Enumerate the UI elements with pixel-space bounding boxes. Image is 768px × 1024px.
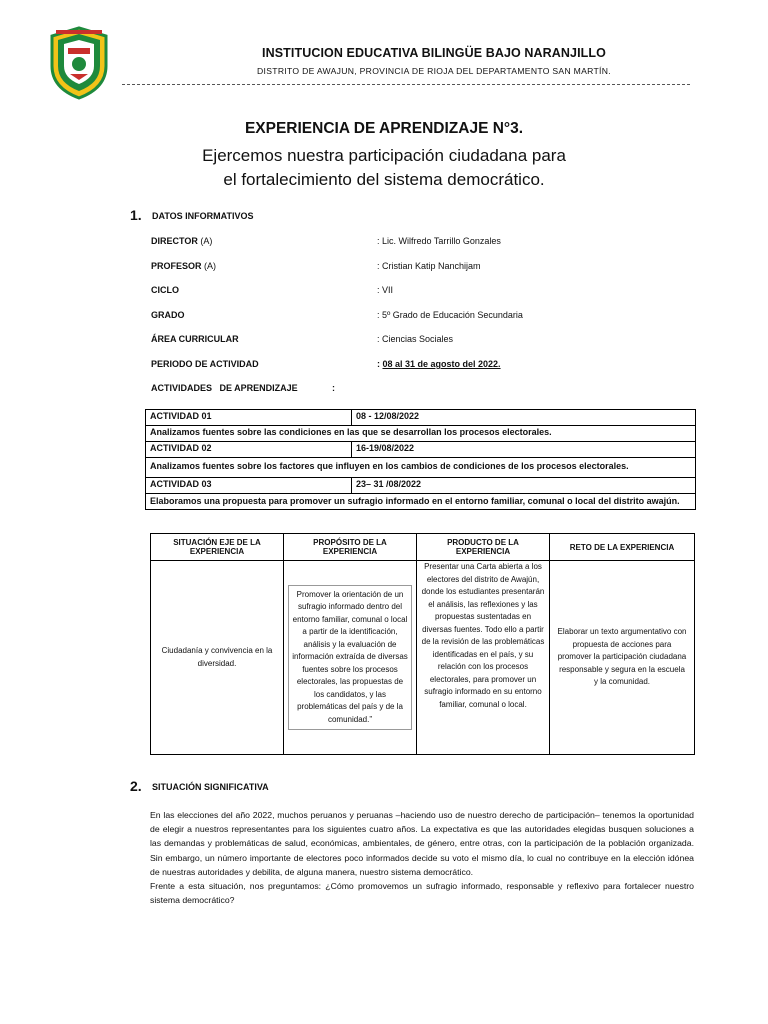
table-row: [151, 561, 695, 755]
situation-text: [150, 808, 694, 907]
activity-name: ACTIVIDAD 01: [146, 410, 352, 426]
activities-table: [145, 409, 696, 510]
info-label-periodo: PERIODO DE ACTIVIDAD: [151, 359, 259, 369]
info-value-periodo: : 08 al 31 de agosto del 2022.: [377, 359, 501, 369]
section-2-number: 2.: [130, 778, 142, 794]
cell-proposito: [284, 561, 417, 755]
info-label-grado: GRADO: [151, 310, 185, 320]
institution-district: DISTRITO DE AWAJUN, PROVINCIA DE RIOJA DEL DEPARTAMENTO SAN MARTÍN.: [257, 66, 611, 76]
activity-description: Analizamos fuentes sobre las condiciones en las que se desarrollan los procesos electorales.: [146, 426, 696, 442]
table-row: [146, 458, 696, 478]
table-row: [146, 442, 696, 458]
document-title: EXPERIENCIA DE APRENDIZAJE N°3.: [244, 120, 524, 137]
section-1-number: 1.: [130, 207, 142, 223]
table-row: [146, 478, 696, 494]
activity-date: 16-19/08/2022: [352, 442, 696, 458]
cell-reto: Elaborar un texto argumentativo con propuesta de acciones para promover la participación ciudadana responsable y segura en la escuela y la comunidad.: [550, 561, 695, 755]
subtitle-line-2: el fortalecimiento del sistema democrático.: [223, 170, 545, 189]
activity-date: 23– 31 /08/2022: [352, 478, 696, 494]
info-label-ciclo: CICLO: [151, 285, 179, 295]
table-row: [146, 494, 696, 510]
info-value-ciclo: : VII: [377, 285, 394, 295]
table-row: [146, 410, 696, 426]
school-crest-icon: [48, 26, 110, 100]
header-situacion: SITUACIÓN EJE DE LA EXPERIENCIA: [151, 534, 284, 561]
situation-paragraph-2: Frente a esta situación, nos preguntamos: ¿Cómo promovemos un sufragio informado, responsable y reflexivo para fortalecer nuestro sistema democrático?: [150, 881, 694, 906]
info-value-director: : Lic. Wilfredo Tarrillo Gonzales: [377, 236, 501, 246]
info-value-area: : Ciencias Sociales: [377, 334, 454, 344]
header-producto: PRODUCTO DE LA EXPERIENCIA: [417, 534, 550, 561]
activity-name: ACTIVIDAD 03: [146, 478, 352, 494]
info-colon-actividades: :: [332, 383, 335, 393]
situation-paragraph-1: En las elecciones del año 2022, muchos peruanos y peruanas –haciendo uso de nuestro derecho de participación– tenemos la oportunidad de elegir a nuestros representantes para los siguientes cuatro años. La expectativa es que las autoridades elegidas busquen soluciones a las demandas y problemáticas de salud, económicas, ambientales, de género, entre otras, con la participación de la población organizada. Sin embargo, un número importante de electores poco informados decide su voto el mismo día, lo cual no contribuye en la elección idónea de nuestras autoridades y debilita, de alguna manera, nuestro sistema democrático.: [150, 810, 694, 877]
document-subtitle: [0, 144, 768, 192]
section-1-title: DATOS INFORMATIVOS: [152, 211, 254, 221]
info-label-profesor: PROFESOR (A): [151, 261, 217, 271]
subtitle-line-1: Ejercemos nuestra participación ciudadana para: [202, 146, 566, 165]
info-label-actividades: ACTIVIDADES DE APRENDIZAJE: [151, 383, 298, 393]
header-divider: [122, 84, 690, 85]
institution-name: INSTITUCION EDUCATIVA BILINGÜE BAJO NARANJILLO: [262, 46, 606, 60]
activity-date: 08 - 12/08/2022: [352, 410, 696, 426]
header-proposito: PROPÓSITO DE LA EXPERIENCIA: [284, 534, 417, 561]
activity-name: ACTIVIDAD 02: [146, 442, 352, 458]
info-value-profesor: : Cristian Katip Nanchijam: [377, 261, 481, 271]
experience-table: [150, 533, 695, 755]
table-row: [146, 426, 696, 442]
info-label-area: ÁREA CURRICULAR: [151, 334, 239, 344]
info-label-director: DIRECTOR (A): [151, 236, 213, 246]
info-value-grado: : 5º Grado de Educación Secundaria: [377, 310, 523, 320]
section-2-title: SITUACIÓN SIGNIFICATIVA: [152, 782, 269, 792]
activity-description: Analizamos fuentes sobre los factores que influyen en los cambios de condiciones de los procesos electorales.: [146, 458, 696, 478]
table-header-row: [151, 534, 695, 561]
cell-situacion: Ciudadanía y convivencia en la diversidad.: [151, 561, 284, 755]
proposito-text: Promover la orientación de un sufragio informado dentro del entorno familiar, comunal o local a partir de la identificación, análisis y la evaluación de información extraída de diversas fuentes sobre los procesos electorales, las propuestas de los candidatos, y las problemáticas del país y de la comunidad.”: [288, 585, 412, 731]
activity-description: Elaboramos una propuesta para promover un sufragio informado en el entorno familiar, comunal o local del distrito awajún.: [146, 494, 696, 510]
cell-producto: Presentar una Carta abierta a los electores del distrito de Awajún, donde los estudiantes presentarán el análisis, las reflexiones y las propuestas sustentadas en diversas fuentes. Todo ello a partir de la revisión de las problemáticas identificadas en el país, y su relación con los procesos electorales, para promover un sufragio informado en su entorno familiar, comunal o local.: [417, 561, 550, 755]
header-reto: RETO DE LA EXPERIENCIA: [550, 534, 695, 561]
